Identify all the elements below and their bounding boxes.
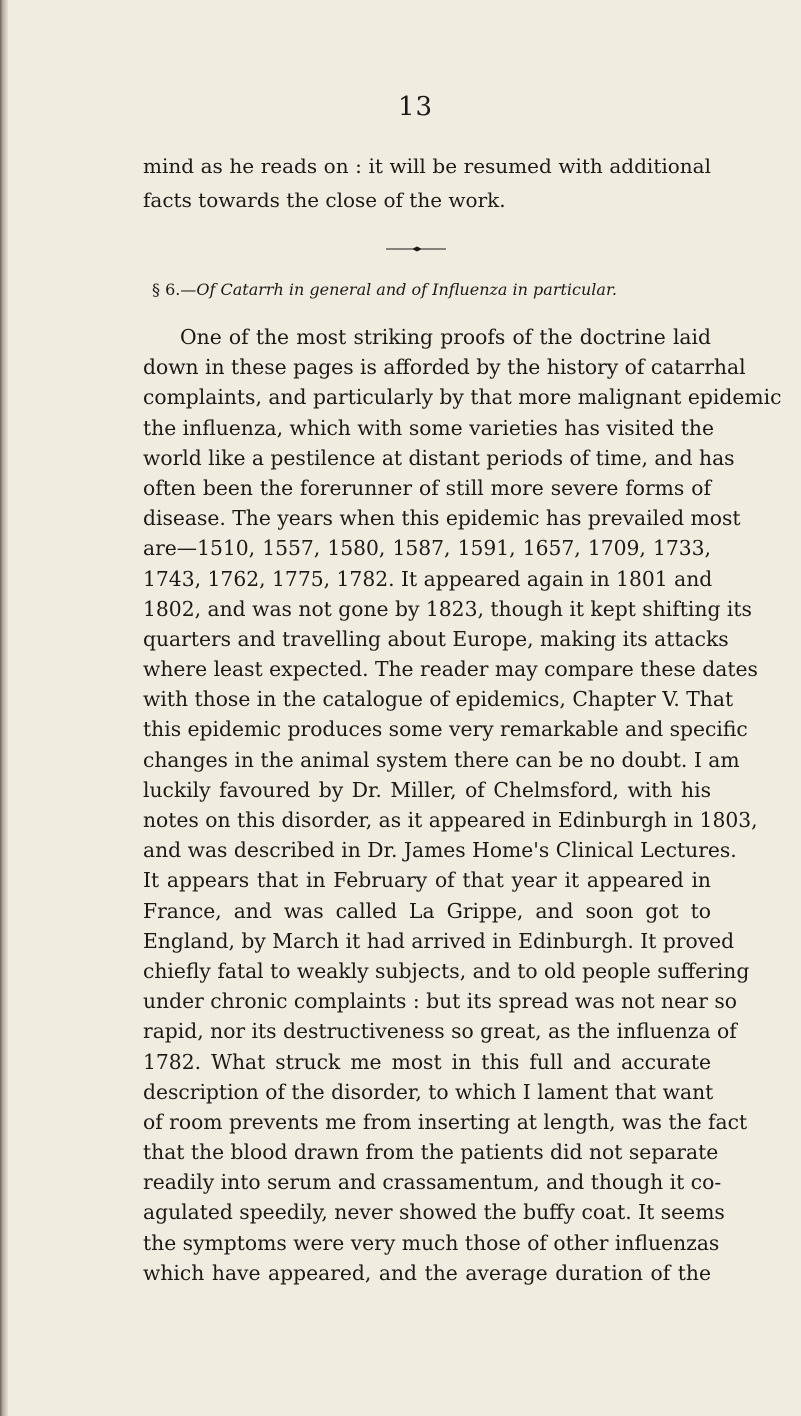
text-line: are—1510, 1557, 1580, 1587, 1591, 1657, 1709, 1733,: [143, 536, 711, 561]
page-edge-shadow: [0, 0, 8, 1416]
text-line: that the blood drawn from the patients did not separate: [143, 1140, 719, 1165]
text-line: this epidemic produces some very remarkable and specific: [143, 717, 748, 742]
text-line: notes on this disorder, as it appeared in Edinburgh in 1803,: [143, 808, 758, 832]
text-line: France, and was called La Grippe, and soon got to: [143, 898, 711, 923]
ornamental-divider: [386, 246, 446, 252]
text-line: facts towards the close of the work.: [143, 187, 506, 212]
text-line: chiefly fatal to weakly subjects, and to old people suffering: [143, 958, 750, 983]
text-line: 1802, and was not gone by 1823, though it kept shifting its: [143, 596, 752, 621]
text-line: England, by March it had arrived in Edinburgh. It proved: [143, 928, 735, 953]
text-line: disease. The years when this epidemic has prevailed most: [143, 506, 741, 531]
text-line: the symptoms were very much those of other influenzas: [143, 1230, 720, 1255]
section-heading: [152, 280, 712, 299]
text-line: quarters and travelling about Europe, making its attacks: [143, 626, 729, 651]
text-line: complaints, and particularly by that more malignant epidemic: [143, 385, 782, 410]
text-line: under chronic complaints : but its spread was not near so: [143, 989, 737, 1014]
section-title: Of Catarrh in general and of Influenza in particular.: [196, 280, 617, 299]
text-line: luckily favoured by Dr. Miller, of Chelmsford, with his: [143, 777, 711, 802]
text-line: One of the most striking proofs of the doctrine laid: [180, 325, 711, 349]
text-line: the influenza, which with some varieties has visited the: [143, 415, 714, 440]
text-line: and was described in Dr. James Home's Clinical Lectures.: [143, 838, 737, 863]
text-line: often been the forerunner of still more severe forms of: [143, 475, 711, 500]
text-line: description of the disorder, to which I lament that want: [143, 1079, 714, 1104]
intro-paragraph: [143, 150, 711, 217]
text-line: world like a pestilence at distant periods of time, and has: [143, 445, 735, 470]
text-line: changes in the animal system there can be no doubt. I am: [143, 747, 740, 772]
text-line: readily into serum and crassamentum, and though it co-: [143, 1170, 722, 1195]
text-line: agulated speedily, never showed the buffy coat. It seems: [143, 1200, 725, 1225]
text-line: down in these pages is afforded by the history of catarrhal: [143, 355, 746, 380]
text-line: 1782. What struck me most in this full and accurate: [143, 1049, 711, 1074]
text-line: where least expected. The reader may compare these dates: [143, 657, 758, 682]
text-line: mind as he reads on : it will be resumed with additional: [143, 154, 711, 178]
text-line: It appears that in February of that year it appeared in: [143, 868, 711, 893]
text-line: 1743, 1762, 1775, 1782. It appeared again in 1801 and: [143, 566, 713, 591]
body-paragraph: [143, 322, 782, 1288]
page-number: 13: [397, 92, 434, 122]
text-line: which have appeared, and the average duration of the: [143, 1260, 711, 1285]
text-line: rapid, nor its destructiveness so great, as the influenza of: [143, 1019, 737, 1044]
text-line: with those in the catalogue of epidemics, Chapter V. That: [143, 687, 734, 712]
section-number: § 6.—: [152, 280, 197, 299]
text-line: of room prevents me from inserting at length, was the fact: [143, 1109, 748, 1134]
